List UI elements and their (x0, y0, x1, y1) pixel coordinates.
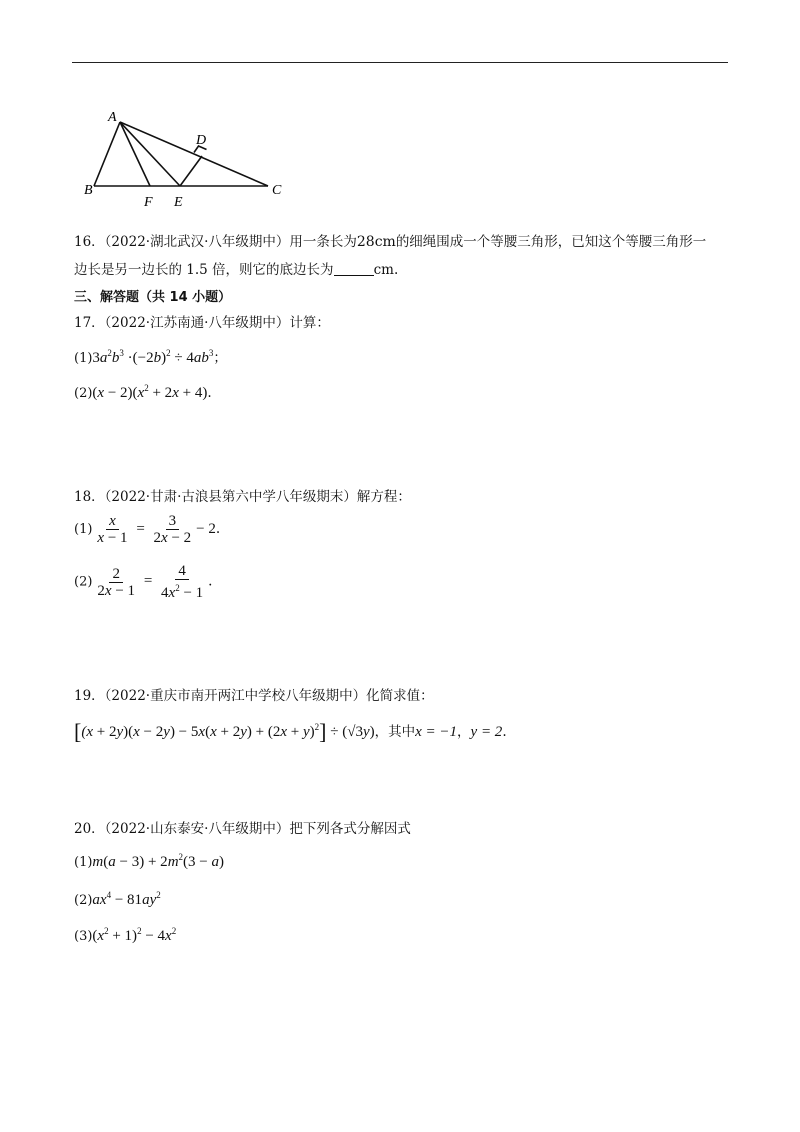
label-d: D (196, 133, 207, 148)
q20-part3: $(3)(x^2 + 1)^2 - 4x^2$ (74, 926, 177, 944)
q17-stem: 17．（2022·江苏南通·八年级期中）计算： (74, 315, 330, 331)
answer-blank (334, 263, 374, 276)
label-e: E (174, 195, 183, 210)
q18-eq1: $\frac{x}{x - 1}$ = $\frac{3}{2x - 2}$ − 2 (97, 513, 216, 547)
header-rule (72, 62, 728, 63)
q19-expr: $[(x + 2y)(x - 2y) - 5x(x + 2y) + (2x + y)^2] \div (√3y)$ (74, 719, 375, 744)
q16-line1: 16．（2022·湖北武汉·八年级期中）用一条长为28cm的细绳围成一个等腰三角形，已知这个等腰三角形一 (74, 234, 707, 250)
q16-length: 28cm (356, 234, 396, 250)
q20-expr3: $(x^2 + 1)^2 - 4x^2$ (92, 926, 177, 944)
label-b: B (84, 183, 93, 198)
label-a: A (108, 110, 117, 125)
q19-x-value: x = −1 (415, 724, 458, 740)
q20-expr2: $ax^4 - 81ay^2$ (92, 890, 161, 908)
q20-stem: 20．（2022·山东泰安·八年级期中）把下列各式分解因式 (74, 821, 411, 837)
triangle-figure (82, 108, 292, 213)
q17-part1: $(1)3a^2b^3 \cdot(-2b)^2 \div 4ab^3$； (74, 348, 227, 366)
q18-part1: (1) $\frac{x}{x - 1}$ = $\frac{3}{2x - 2}$ − 2. (74, 513, 221, 547)
q16-unit: cm (373, 262, 394, 278)
q17-expr2: $(x - 2)(x^2 + 2x + 4)$ (92, 383, 208, 401)
q18-part2: (2) $\frac{2}{2x - 1}$ = $\frac{4}{4x^2 - 1}$ . (74, 563, 213, 601)
q18-eq2: $\frac{2}{2x - 1}$ = $\frac{4}{4x^2 - 1}$ (97, 563, 204, 601)
section-heading: 三、解答题（共 14 小题） (74, 290, 232, 305)
q20-expr1: $m(a - 3) + 2m^2(3 - a)$ (92, 852, 224, 870)
q20-part1: $(1)m(a - 3) + 2m^2(3 - a)$ (74, 852, 224, 870)
label-f: F (144, 195, 153, 210)
q16-line2: 边长是另一边长的 1.5 倍，则它的底边长为 cm. (74, 262, 399, 278)
label-c: C (272, 183, 282, 198)
q18-stem: 18．（2022·甘肃·古浪县第六中学八年级期末）解方程： (74, 489, 411, 505)
q20-part2: $(2)ax^4 - 81ay^2$ (74, 890, 161, 908)
q19-expression: $[(x + 2y)(x - 2y) - 5x(x + 2y) + (2x + y)^2] \div (√3y)$，其中x = −1，y = 2. (74, 719, 507, 744)
q17-part2: $(2)(x - 2)(x^2 + 2x + 4)$. (74, 383, 212, 401)
q19-stem: 19．（2022·重庆市南开两江中学校八年级期中）化简求值： (74, 688, 434, 704)
q19-y-value: y = 2 (470, 724, 503, 740)
q17-expr1: $3a^2b^3 \cdot(-2b)^2 \div 4ab^3$ (92, 348, 214, 366)
